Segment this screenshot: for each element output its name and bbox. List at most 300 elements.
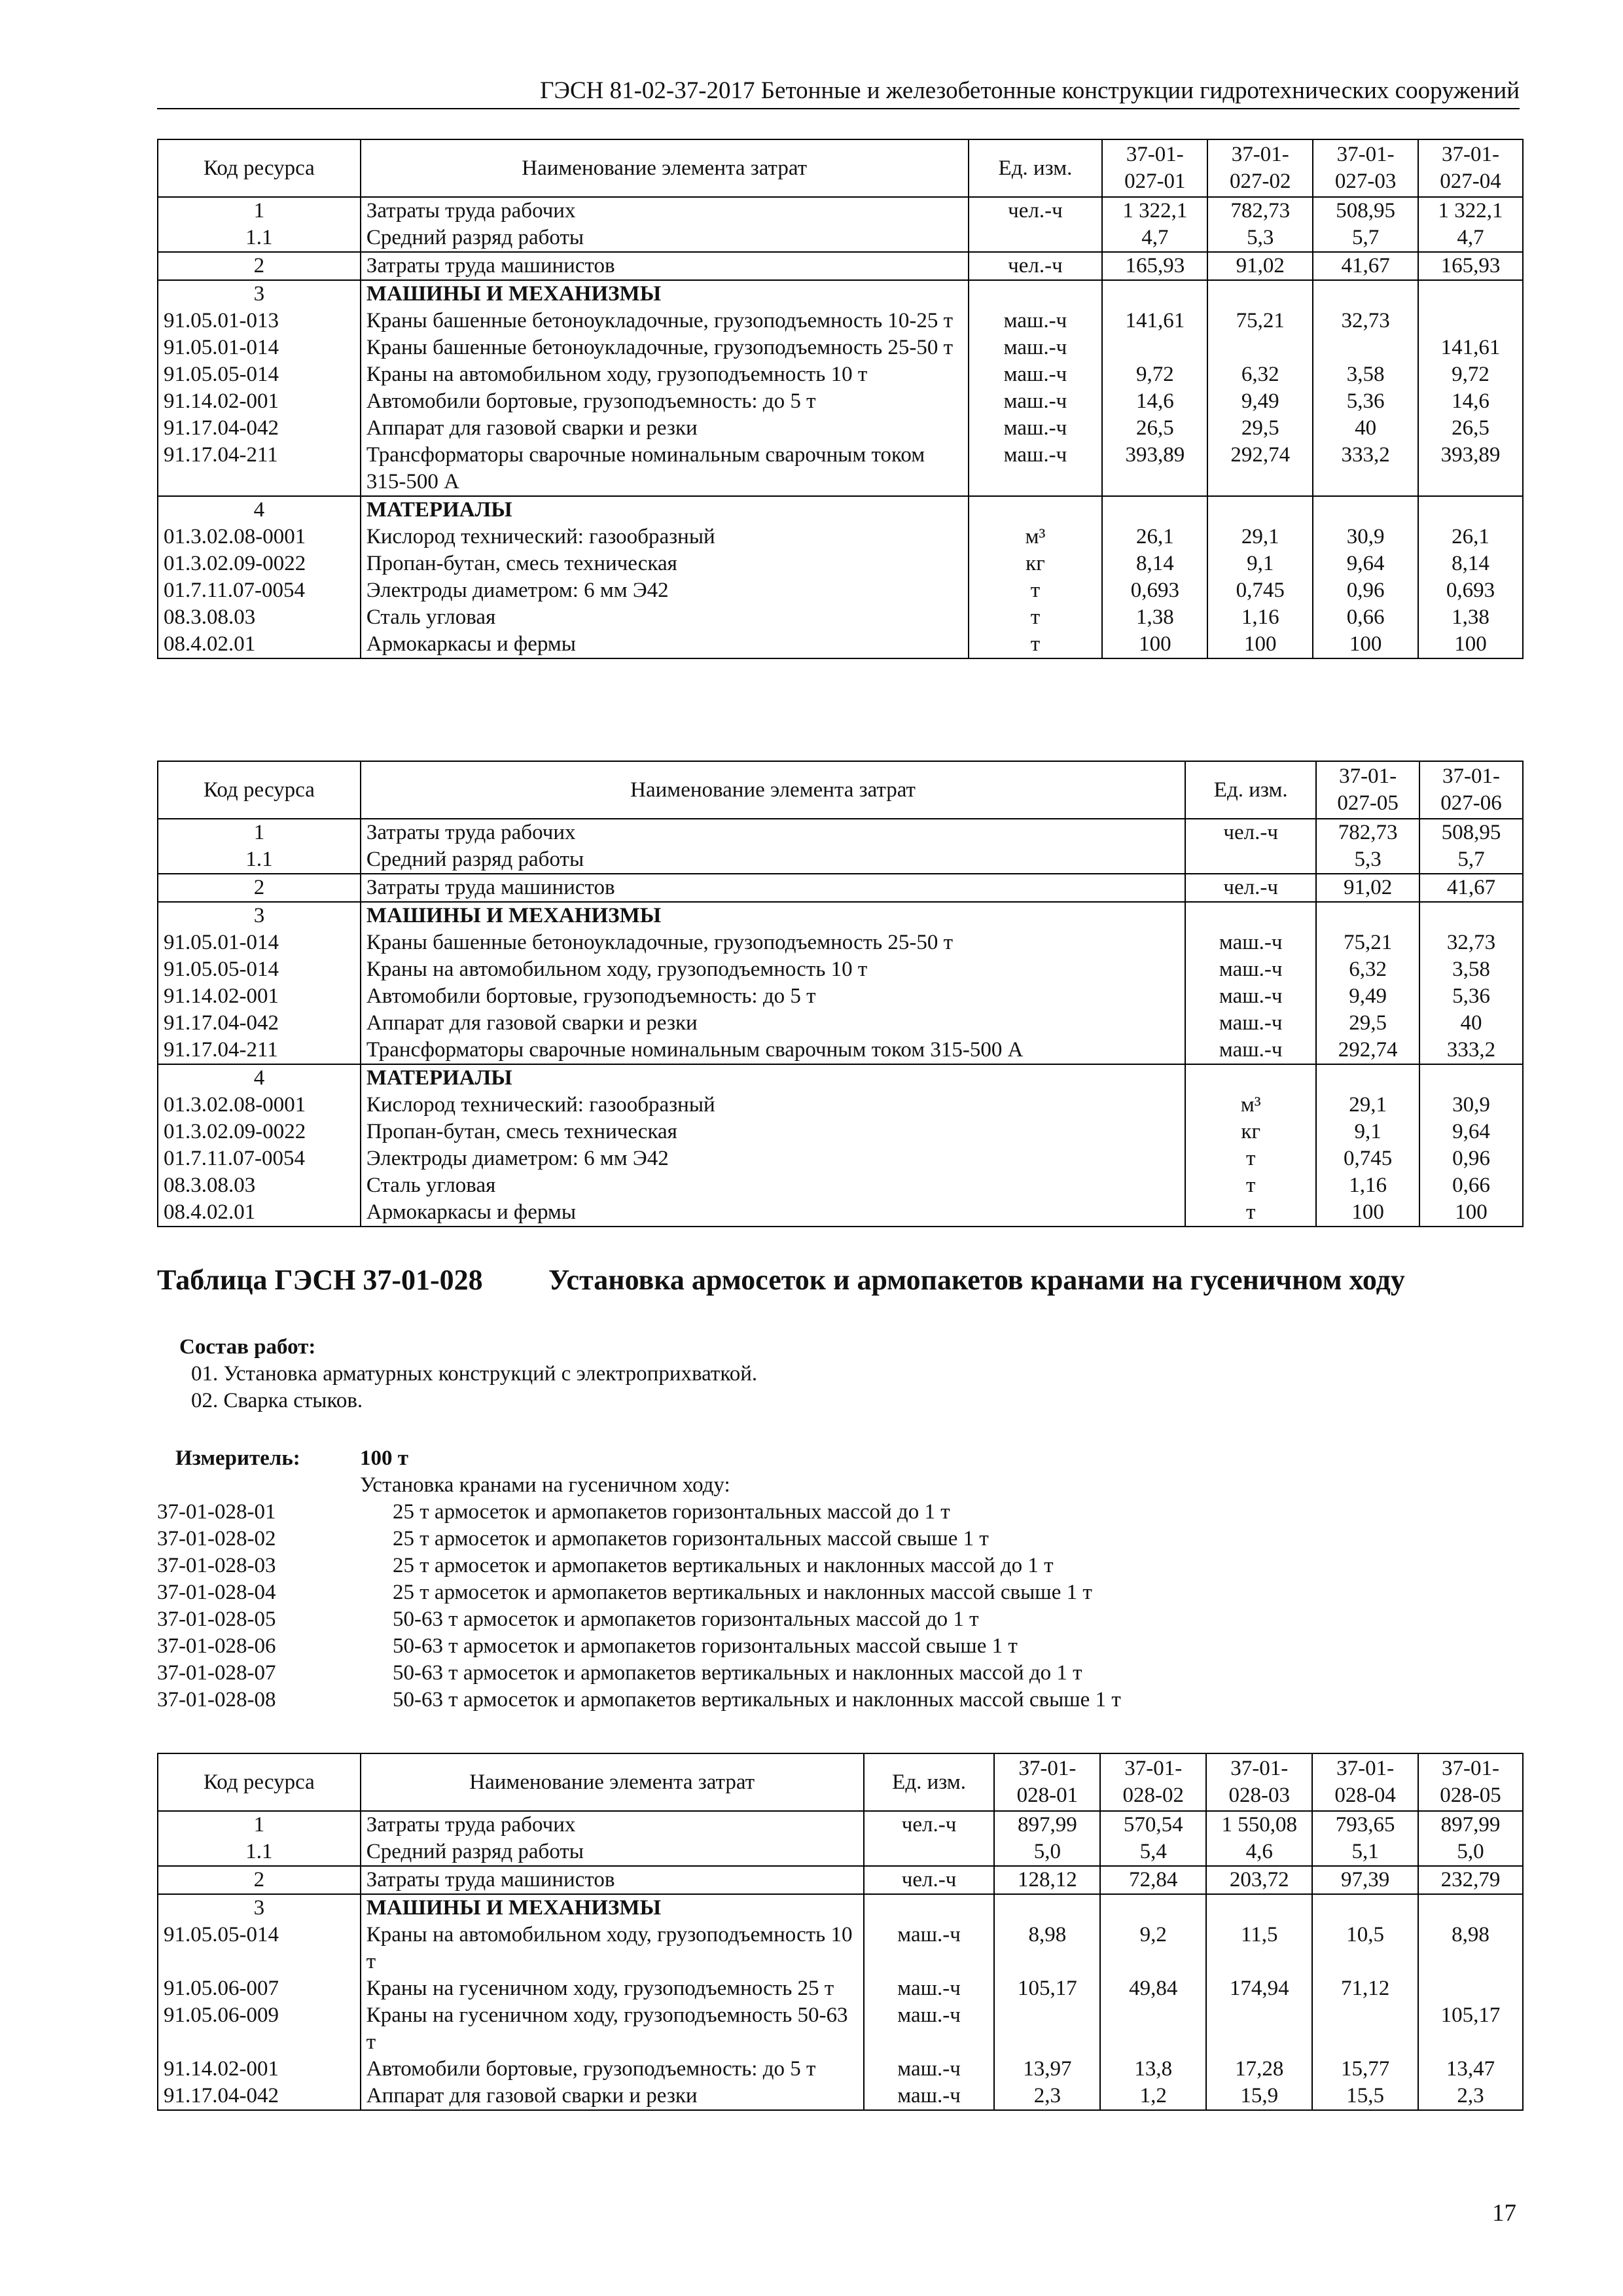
- table-row: [158, 1922, 1523, 1975]
- resource-name: Затраты труда рабочих: [361, 819, 1185, 846]
- resource-value: 29,5: [1207, 415, 1313, 442]
- resource-code: 1.1: [158, 1839, 361, 1866]
- resource-code: 91.05.01-014: [158, 929, 361, 956]
- resource-unit: т: [1185, 1145, 1316, 1172]
- col-header-unit: Ед. изм.: [1185, 761, 1316, 819]
- resource-value: 0,96: [1419, 1145, 1523, 1172]
- resource-value: 100: [1207, 631, 1313, 658]
- resource-code: 91.14.02-001: [158, 388, 361, 415]
- resource-code: 4: [158, 1064, 361, 1092]
- col-header-name: Наименование элемента затрат: [361, 1753, 864, 1811]
- variant-text: 50-63 т армосеток и армопакетов горизонтальных массой до 1 т: [393, 1607, 979, 1631]
- variant-text: 25 т армосеток и армопакетов вертикальных и наклонных массой до 1 т: [393, 1554, 1054, 1577]
- resource-name: МАШИНЫ И МЕХАНИЗМЫ: [361, 280, 969, 308]
- resource-value: [1206, 2002, 1312, 2056]
- resource-value: 0,745: [1207, 577, 1313, 604]
- table-row: [158, 1839, 1523, 1866]
- variant-text: 25 т армосеток и армопакетов горизонтальных массой до 1 т: [393, 1500, 950, 1524]
- resource-value: [994, 1894, 1100, 1922]
- resource-code: 91.17.04-042: [158, 1010, 361, 1037]
- resource-code: 91.14.02-001: [158, 2056, 361, 2083]
- resource-value: 100: [1313, 631, 1418, 658]
- resource-value: 29,5: [1316, 1010, 1419, 1037]
- resource-value: 292,74: [1207, 442, 1313, 496]
- resource-unit: чел.-ч: [864, 1811, 995, 1839]
- resource-value: 3,58: [1419, 956, 1523, 983]
- table-row: [158, 2002, 1523, 2056]
- resource-unit: маш.-ч: [969, 415, 1103, 442]
- resource-unit: маш.-ч: [1185, 929, 1316, 956]
- resource-value: 91,02: [1207, 252, 1313, 280]
- table-row: [158, 197, 1523, 224]
- table-row: [158, 252, 1523, 280]
- col-header-code: Код ресурса: [158, 139, 361, 197]
- resource-value: [1418, 1894, 1523, 1922]
- resource-name: Армокаркасы и фермы: [361, 1199, 1185, 1227]
- composition-step: 01. Установка арматурных конструкций с электроприхваткой.: [191, 1362, 758, 1386]
- resource-value: [1207, 280, 1313, 308]
- resource-value: 71,12: [1312, 1975, 1418, 2002]
- resource-value: 5,1: [1312, 1839, 1418, 1866]
- resource-code: 3: [158, 902, 361, 929]
- col-header-name: Наименование элемента затрат: [361, 139, 969, 197]
- resource-value: 9,1: [1316, 1119, 1419, 1145]
- table-row: [158, 334, 1523, 361]
- table-row: [158, 1811, 1523, 1839]
- resource-value: 13,97: [994, 2056, 1100, 2083]
- resource-code: 91.05.05-014: [158, 956, 361, 983]
- resource-name: Затраты труда рабочих: [361, 197, 969, 224]
- table-row: [158, 577, 1523, 604]
- table-row: [158, 1172, 1523, 1199]
- resource-name: МАШИНЫ И МЕХАНИЗМЫ: [361, 902, 1185, 929]
- table-row: [158, 361, 1523, 388]
- resource-code: 4: [158, 496, 361, 524]
- resource-value: 1,38: [1102, 604, 1207, 631]
- table-row: [158, 1092, 1523, 1119]
- resource-value: 174,94: [1206, 1975, 1312, 2002]
- resource-unit: маш.-ч: [864, 2002, 995, 2056]
- col-header-code: Код ресурса: [158, 1753, 361, 1811]
- resource-value: 333,2: [1313, 442, 1418, 496]
- resource-value: [1312, 1894, 1418, 1922]
- resource-unit: [1185, 1064, 1316, 1092]
- table-row: [158, 2083, 1523, 2110]
- resource-value: [1316, 902, 1419, 929]
- resource-code: 01.7.11.07-0054: [158, 577, 361, 604]
- col-header-norm: 37-01-028-05: [1418, 1753, 1523, 1811]
- resource-value: 14,6: [1418, 388, 1523, 415]
- table-row: [158, 1199, 1523, 1227]
- running-header: ГЭСН 81-02-37-2017 Бетонные и железобетонные конструкции гидротехнических сооружений: [157, 75, 1520, 109]
- resource-value: [1207, 334, 1313, 361]
- resource-name: Сталь угловая: [361, 1172, 1185, 1199]
- resource-value: 2,3: [1418, 2083, 1523, 2110]
- resource-unit: [969, 224, 1103, 252]
- resource-value: 14,6: [1102, 388, 1207, 415]
- resource-name: Затраты труда машинистов: [361, 1866, 864, 1894]
- resource-value: 1 322,1: [1418, 197, 1523, 224]
- resource-value: 6,32: [1316, 956, 1419, 983]
- resource-value: 5,7: [1313, 224, 1418, 252]
- resource-unit: маш.-ч: [969, 388, 1103, 415]
- table-row: [158, 929, 1523, 956]
- table-row: [158, 550, 1523, 577]
- meter-unit: 100 т: [360, 1446, 408, 1470]
- resource-name: Кислород технический: газообразный: [361, 1092, 1185, 1119]
- resource-value: 793,65: [1312, 1811, 1418, 1839]
- resource-name: Краны на автомобильном ходу, грузоподъемность 10 т: [361, 1922, 864, 1975]
- resource-value: 29,1: [1316, 1092, 1419, 1119]
- resource-value: 0,693: [1418, 577, 1523, 604]
- table-number: Таблица ГЭСН 37-01-028: [157, 1264, 483, 1296]
- resource-unit: маш.-ч: [969, 308, 1103, 334]
- resource-name: Аппарат для газовой сварки и резки: [361, 415, 969, 442]
- resource-name: Трансформаторы сварочные номинальным сварочным током 315-500 А: [361, 442, 969, 496]
- table-row: [158, 496, 1523, 524]
- table-row: [158, 415, 1523, 442]
- resource-value: 508,95: [1313, 197, 1418, 224]
- col-header-norm: 37-01-027-03: [1313, 139, 1418, 197]
- resource-value: 0,66: [1419, 1172, 1523, 1199]
- variant-row: [157, 1526, 1121, 1552]
- meter-block: [157, 1445, 1121, 1713]
- resource-value: 41,67: [1419, 874, 1523, 902]
- col-header-name: Наименование элемента затрат: [361, 761, 1185, 819]
- resource-value: [1418, 1975, 1523, 2002]
- table-row: [158, 2056, 1523, 2083]
- variant-row: [157, 1579, 1121, 1606]
- resource-value: [1102, 496, 1207, 524]
- resource-value: 0,96: [1313, 577, 1418, 604]
- resource-name: Пропан-бутан, смесь техническая: [361, 1119, 1185, 1145]
- resource-code: 91.05.06-007: [158, 1975, 361, 2002]
- resource-code: 91.17.04-211: [158, 1037, 361, 1064]
- resource-code: 08.3.08.03: [158, 604, 361, 631]
- resource-value: 1,16: [1316, 1172, 1419, 1199]
- resource-value: 91,02: [1316, 874, 1419, 902]
- resource-value: 141,61: [1102, 308, 1207, 334]
- resource-value: 15,77: [1312, 2056, 1418, 2083]
- resource-name: Затраты труда рабочих: [361, 1811, 864, 1839]
- meter-row: [157, 1445, 1121, 1472]
- resource-name: Армокаркасы и фермы: [361, 631, 969, 658]
- col-header-norm: 37-01-027-05: [1316, 761, 1419, 819]
- header-row: [158, 1753, 1523, 1811]
- meter-label: Измеритель:: [175, 1446, 300, 1470]
- resource-unit: т: [969, 604, 1103, 631]
- variant-row: [157, 1499, 1121, 1526]
- resource-code: 91.17.04-042: [158, 415, 361, 442]
- resource-value: 5,0: [994, 1839, 1100, 1866]
- resource-value: 5,36: [1313, 388, 1418, 415]
- col-header-norm: 37-01-027-02: [1207, 139, 1313, 197]
- resource-unit: м³: [1185, 1092, 1316, 1119]
- resource-table-027-05-06: [157, 761, 1524, 1227]
- resource-value: 2,3: [994, 2083, 1100, 2110]
- resource-name: Краны на автомобильном ходу, грузоподъемность 10 т: [361, 361, 969, 388]
- resource-value: 1,38: [1418, 604, 1523, 631]
- table-heading: [157, 1263, 1405, 1297]
- col-header-norm: 37-01-028-01: [994, 1753, 1100, 1811]
- resource-value: 393,89: [1418, 442, 1523, 496]
- resource-value: 1 550,08: [1206, 1811, 1312, 1839]
- table-row: [158, 1119, 1523, 1145]
- resource-value: 5,4: [1100, 1839, 1206, 1866]
- resource-value: [1100, 1894, 1206, 1922]
- resource-value: 0,745: [1316, 1145, 1419, 1172]
- resource-value: 97,39: [1312, 1866, 1418, 1894]
- resource-value: 26,5: [1102, 415, 1207, 442]
- resource-name: Краны башенные бетоноукладочные, грузоподъемность 10-25 т: [361, 308, 969, 334]
- header-row: [158, 139, 1523, 197]
- resource-unit: [969, 280, 1103, 308]
- resource-name: Трансформаторы сварочные номинальным сварочным током 315-500 А: [361, 1037, 1185, 1064]
- resource-value: [1100, 2002, 1206, 2056]
- table-row: [158, 442, 1523, 496]
- variant-row: [157, 1660, 1121, 1687]
- resource-value: [1207, 496, 1313, 524]
- resource-value: 9,2: [1100, 1922, 1206, 1975]
- resource-value: 4,7: [1102, 224, 1207, 252]
- resource-value: 9,49: [1207, 388, 1313, 415]
- resource-code: 01.3.02.08-0001: [158, 1092, 361, 1119]
- resource-unit: т: [1185, 1199, 1316, 1227]
- resource-code: 2: [158, 1866, 361, 1894]
- resource-value: 1,2: [1100, 2083, 1206, 2110]
- resource-unit: маш.-ч: [864, 1922, 995, 1975]
- resource-value: 75,21: [1207, 308, 1313, 334]
- resource-unit: [1185, 846, 1316, 874]
- variant-code: 37-01-028-03: [157, 1554, 276, 1577]
- col-header-norm: 37-01-027-06: [1419, 761, 1523, 819]
- resource-value: 333,2: [1419, 1037, 1523, 1064]
- variant-row: [157, 1687, 1121, 1713]
- resource-value: 5,3: [1207, 224, 1313, 252]
- resource-value: 32,73: [1313, 308, 1418, 334]
- resource-value: [1102, 280, 1207, 308]
- resource-value: 100: [1419, 1199, 1523, 1227]
- variant-code: 37-01-028-01: [157, 1500, 276, 1524]
- resource-value: 8,98: [1418, 1922, 1523, 1975]
- table-row: [158, 902, 1523, 929]
- resource-value: 100: [1316, 1199, 1419, 1227]
- resource-name: Аппарат для газовой сварки и резки: [361, 1010, 1185, 1037]
- resource-value: 141,61: [1418, 334, 1523, 361]
- resource-value: 9,64: [1419, 1119, 1523, 1145]
- resource-value: 5,0: [1418, 1839, 1523, 1866]
- composition-step: 02. Сварка стыков.: [191, 1389, 363, 1412]
- resource-value: [1418, 308, 1523, 334]
- resource-value: 40: [1419, 1010, 1523, 1037]
- resource-unit: [969, 496, 1103, 524]
- resource-value: 41,67: [1313, 252, 1418, 280]
- table-row: [158, 604, 1523, 631]
- table-row: [158, 1064, 1523, 1092]
- variant-text: 50-63 т армосеток и армопакетов вертикальных и наклонных массой до 1 т: [393, 1661, 1082, 1685]
- col-header-norm: 37-01-028-02: [1100, 1753, 1206, 1811]
- variant-code: 37-01-028-08: [157, 1688, 276, 1712]
- resource-value: 897,99: [1418, 1811, 1523, 1839]
- resource-value: 5,7: [1419, 846, 1523, 874]
- resource-value: 9,1: [1207, 550, 1313, 577]
- resource-value: 15,5: [1312, 2083, 1418, 2110]
- resource-code: 01.3.02.08-0001: [158, 524, 361, 550]
- variant-code: 37-01-028-06: [157, 1634, 276, 1658]
- resource-name: Электроды диаметром: 6 мм Э42: [361, 577, 969, 604]
- resource-value: 393,89: [1102, 442, 1207, 496]
- table-row: [158, 846, 1523, 874]
- resource-code: 91.14.02-001: [158, 983, 361, 1010]
- resource-value: [1418, 496, 1523, 524]
- resource-value: 72,84: [1100, 1866, 1206, 1894]
- resource-value: 9,49: [1316, 983, 1419, 1010]
- resource-name: Краны на гусеничном ходу, грузоподъемность 25 т: [361, 1975, 864, 2002]
- resource-value: 165,93: [1102, 252, 1207, 280]
- resource-value: 9,72: [1102, 361, 1207, 388]
- resource-code: 1: [158, 819, 361, 846]
- resource-code: 1.1: [158, 224, 361, 252]
- resource-name: МАТЕРИАЛЫ: [361, 1064, 1185, 1092]
- resource-unit: маш.-ч: [1185, 983, 1316, 1010]
- work-composition: [157, 1334, 757, 1414]
- table-row: [158, 308, 1523, 334]
- resource-value: 570,54: [1100, 1811, 1206, 1839]
- resource-value: [1419, 1064, 1523, 1092]
- resource-value: [1418, 280, 1523, 308]
- table-row: [158, 224, 1523, 252]
- resource-unit: чел.-ч: [864, 1866, 995, 1894]
- resource-name: Краны башенные бетоноукладочные, грузоподъемность 25-50 т: [361, 929, 1185, 956]
- resource-code: 1: [158, 197, 361, 224]
- resource-name: МАТЕРИАЛЫ: [361, 496, 969, 524]
- resource-code: 91.17.04-042: [158, 2083, 361, 2110]
- resource-code: 01.7.11.07-0054: [158, 1145, 361, 1172]
- table-row: [158, 874, 1523, 902]
- resource-name: Средний разряд работы: [361, 846, 1185, 874]
- resource-name: Затраты труда машинистов: [361, 874, 1185, 902]
- meter-subtitle: Установка кранами на гусеничном ходу:: [360, 1473, 730, 1497]
- resource-unit: т: [1185, 1172, 1316, 1199]
- resource-value: 165,93: [1418, 252, 1523, 280]
- resource-name: Затраты труда машинистов: [361, 252, 969, 280]
- col-header-norm: 37-01-027-01: [1102, 139, 1207, 197]
- resource-unit: м³: [969, 524, 1103, 550]
- table-row: [158, 1975, 1523, 2002]
- resource-value: [1312, 2002, 1418, 2056]
- resource-code: 01.3.02.09-0022: [158, 550, 361, 577]
- resource-name: Краны на автомобильном ходу, грузоподъемность 10 т: [361, 956, 1185, 983]
- resource-value: 26,1: [1418, 524, 1523, 550]
- resource-value: 11,5: [1206, 1922, 1312, 1975]
- variant-code: 37-01-028-04: [157, 1581, 276, 1604]
- resource-name: Автомобили бортовые, грузоподъемность: до 5 т: [361, 388, 969, 415]
- resource-name: Электроды диаметром: 6 мм Э42: [361, 1145, 1185, 1172]
- resource-name: Средний разряд работы: [361, 224, 969, 252]
- resource-value: 29,1: [1207, 524, 1313, 550]
- resource-unit: чел.-ч: [1185, 874, 1316, 902]
- resource-code: 08.4.02.01: [158, 631, 361, 658]
- resource-value: 13,47: [1418, 2056, 1523, 2083]
- table-row: [158, 983, 1523, 1010]
- resource-value: [1206, 1894, 1312, 1922]
- resource-code: 2: [158, 252, 361, 280]
- resource-value: [1316, 1064, 1419, 1092]
- resource-value: 8,14: [1418, 550, 1523, 577]
- col-header-code: Код ресурса: [158, 761, 361, 819]
- resource-unit: т: [969, 631, 1103, 658]
- resource-value: 75,21: [1316, 929, 1419, 956]
- resource-value: 782,73: [1316, 819, 1419, 846]
- resource-value: 9,64: [1313, 550, 1418, 577]
- resource-unit: маш.-ч: [1185, 1010, 1316, 1037]
- resource-value: 8,14: [1102, 550, 1207, 577]
- resource-value: [1313, 496, 1418, 524]
- resource-value: 9,72: [1418, 361, 1523, 388]
- resource-value: 3,58: [1313, 361, 1418, 388]
- variant-row: [157, 1552, 1121, 1579]
- resource-code: 1.1: [158, 846, 361, 874]
- variant-list: [157, 1499, 1121, 1713]
- table-row: [158, 280, 1523, 308]
- resource-name: Средний разряд работы: [361, 1839, 864, 1866]
- resource-value: 5,36: [1419, 983, 1523, 1010]
- resource-value: 0,66: [1313, 604, 1418, 631]
- resource-code: 3: [158, 1894, 361, 1922]
- resource-unit: кг: [1185, 1119, 1316, 1145]
- resource-value: 32,73: [1419, 929, 1523, 956]
- variant-row: [157, 1633, 1121, 1660]
- resource-unit: маш.-ч: [969, 334, 1103, 361]
- resource-unit: [864, 1894, 995, 1922]
- resource-value: 232,79: [1418, 1866, 1523, 1894]
- resource-name: Пропан-бутан, смесь техническая: [361, 550, 969, 577]
- resource-unit: маш.-ч: [864, 1975, 995, 2002]
- resource-code: 91.17.04-211: [158, 442, 361, 496]
- col-header-norm: 37-01-027-04: [1418, 139, 1523, 197]
- table-row: [158, 1894, 1523, 1922]
- resource-unit: чел.-ч: [969, 252, 1103, 280]
- resource-value: 292,74: [1316, 1037, 1419, 1064]
- resource-code: 91.05.05-014: [158, 1922, 361, 1975]
- resource-value: 100: [1102, 631, 1207, 658]
- resource-value: 203,72: [1206, 1866, 1312, 1894]
- resource-value: 100: [1418, 631, 1523, 658]
- resource-unit: маш.-ч: [864, 2083, 995, 2110]
- resource-value: [1313, 334, 1418, 361]
- resource-value: 128,12: [994, 1866, 1100, 1894]
- resource-name: Автомобили бортовые, грузоподъемность: до 5 т: [361, 2056, 864, 2083]
- resource-value: [1102, 334, 1207, 361]
- resource-unit: маш.-ч: [969, 442, 1103, 496]
- resource-code: 08.3.08.03: [158, 1172, 361, 1199]
- resource-code: 2: [158, 874, 361, 902]
- resource-unit: кг: [969, 550, 1103, 577]
- resource-name: Аппарат для газовой сварки и резки: [361, 2083, 864, 2110]
- resource-code: 91.05.06-009: [158, 2002, 361, 2056]
- variant-text: 25 т армосеток и армопакетов вертикальных и наклонных массой свыше 1 т: [393, 1581, 1092, 1604]
- table-row: [158, 1866, 1523, 1894]
- col-header-unit: Ед. изм.: [969, 139, 1103, 197]
- resource-table-027-01-04: [157, 139, 1524, 659]
- table-title: Установка армосеток и армопакетов кранами на гусеничном ходу: [548, 1264, 1405, 1296]
- table-row: [158, 524, 1523, 550]
- resource-value: 782,73: [1207, 197, 1313, 224]
- resource-code: 91.05.05-014: [158, 361, 361, 388]
- resource-value: 30,9: [1419, 1092, 1523, 1119]
- col-header-unit: Ед. изм.: [864, 1753, 995, 1811]
- resource-unit: маш.-ч: [1185, 956, 1316, 983]
